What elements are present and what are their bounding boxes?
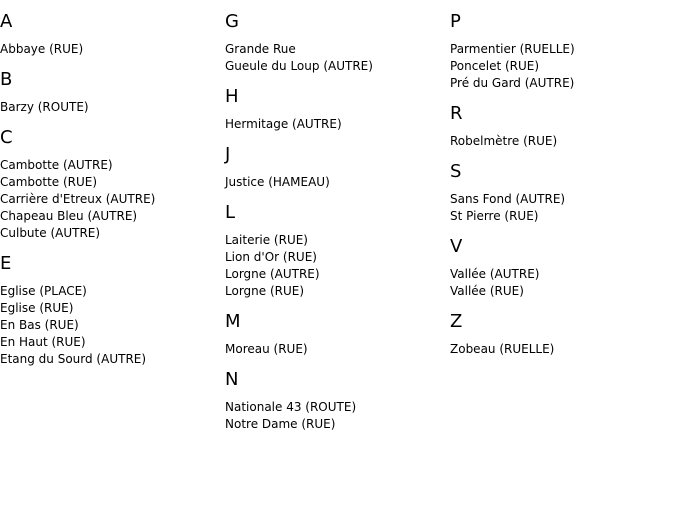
letter-group-g: [225, 11, 445, 75]
letter-heading: R: [450, 103, 463, 124]
street-list: [0, 283, 220, 368]
street-item[interactable]: Pré du Gard (AUTRE): [450, 76, 575, 90]
letter-group-n: [225, 369, 445, 433]
letter-group-h: [225, 86, 445, 133]
letter-group-l: [225, 202, 445, 300]
letter-group-e: [0, 253, 220, 368]
street-item[interactable]: Lorgne (AUTRE): [225, 267, 320, 281]
street-item[interactable]: Eglise (RUE): [0, 301, 74, 315]
letter-heading: M: [225, 311, 241, 332]
street-item[interactable]: Sans Fond (AUTRE): [450, 192, 566, 206]
street-item[interactable]: Etang du Sourd (AUTRE): [0, 352, 147, 366]
letter-heading: N: [225, 369, 239, 390]
street-list: [225, 341, 445, 358]
street-item[interactable]: En Haut (RUE): [0, 335, 86, 349]
street-item[interactable]: Cambotte (AUTRE): [0, 158, 113, 172]
street-item[interactable]: En Bas (RUE): [0, 318, 79, 332]
column-1: [0, 0, 220, 368]
street-item[interactable]: Carrière d'Etreux (AUTRE): [0, 192, 156, 206]
street-item[interactable]: Abbaye (RUE): [0, 42, 84, 56]
street-list: [225, 174, 445, 191]
letter-group-s: [450, 161, 670, 225]
letter-heading: J: [225, 144, 231, 165]
street-item[interactable]: Cambotte (RUE): [0, 175, 98, 189]
street-item[interactable]: Lorgne (RUE): [225, 284, 305, 298]
street-item[interactable]: Lion d'Or (RUE): [225, 250, 317, 264]
street-item[interactable]: Barzy (ROUTE): [0, 100, 89, 114]
street-item[interactable]: Eglise (PLACE): [0, 284, 87, 298]
street-item[interactable]: Poncelet (RUE): [450, 59, 540, 73]
letter-heading: A: [0, 11, 13, 32]
street-item[interactable]: Grande Rue: [225, 42, 296, 56]
letter-heading: H: [225, 86, 239, 107]
street-item[interactable]: St Pierre (RUE): [450, 209, 539, 223]
letter-group-m: [225, 311, 445, 358]
street-item[interactable]: Moreau (RUE): [225, 342, 308, 356]
street-list: [225, 232, 445, 300]
letter-group-b: [0, 69, 220, 116]
letter-heading: L: [225, 202, 236, 223]
street-item[interactable]: Laiterie (RUE): [225, 233, 308, 247]
letter-heading: V: [450, 236, 463, 257]
street-list: [0, 99, 220, 116]
street-item[interactable]: Zobeau (RUELLE): [450, 342, 555, 356]
street-list: [450, 41, 670, 92]
street-list: [450, 133, 670, 150]
street-item[interactable]: Culbute (AUTRE): [0, 226, 101, 240]
letter-group-p: [450, 11, 670, 92]
street-item[interactable]: Parmentier (RUELLE): [450, 42, 575, 56]
letter-heading: P: [450, 11, 461, 32]
street-list: [450, 341, 670, 358]
street-list: [0, 157, 220, 242]
street-list: [0, 41, 220, 58]
street-item[interactable]: Chapeau Bleu (AUTRE): [0, 209, 138, 223]
street-item[interactable]: Notre Dame (RUE): [225, 417, 336, 431]
street-item[interactable]: Vallée (AUTRE): [450, 267, 540, 281]
letter-heading: E: [0, 253, 12, 274]
column-3: [450, 0, 670, 358]
street-list: [225, 399, 445, 433]
street-item[interactable]: Justice (HAMEAU): [225, 175, 330, 189]
letter-heading: B: [0, 69, 13, 90]
letter-group-j: [225, 144, 445, 191]
street-item[interactable]: Vallée (RUE): [450, 284, 524, 298]
letter-heading: C: [0, 127, 13, 148]
letter-group-z: [450, 311, 670, 358]
letter-group-c: [0, 127, 220, 242]
column-2: [225, 0, 445, 433]
letter-group-v: [450, 236, 670, 300]
street-item[interactable]: Robelmètre (RUE): [450, 134, 558, 148]
street-list: [225, 41, 445, 75]
street-item[interactable]: Hermitage (AUTRE): [225, 117, 342, 131]
street-item[interactable]: Gueule du Loup (AUTRE): [225, 59, 373, 73]
street-list: [225, 116, 445, 133]
street-item[interactable]: Nationale 43 (ROUTE): [225, 400, 357, 414]
street-list: [450, 191, 670, 225]
street-list: [450, 266, 670, 300]
letter-heading: Z: [450, 311, 463, 332]
letter-heading: G: [225, 11, 239, 32]
letter-group-r: [450, 103, 670, 150]
letter-heading: S: [450, 161, 462, 182]
letter-group-a: [0, 11, 220, 58]
